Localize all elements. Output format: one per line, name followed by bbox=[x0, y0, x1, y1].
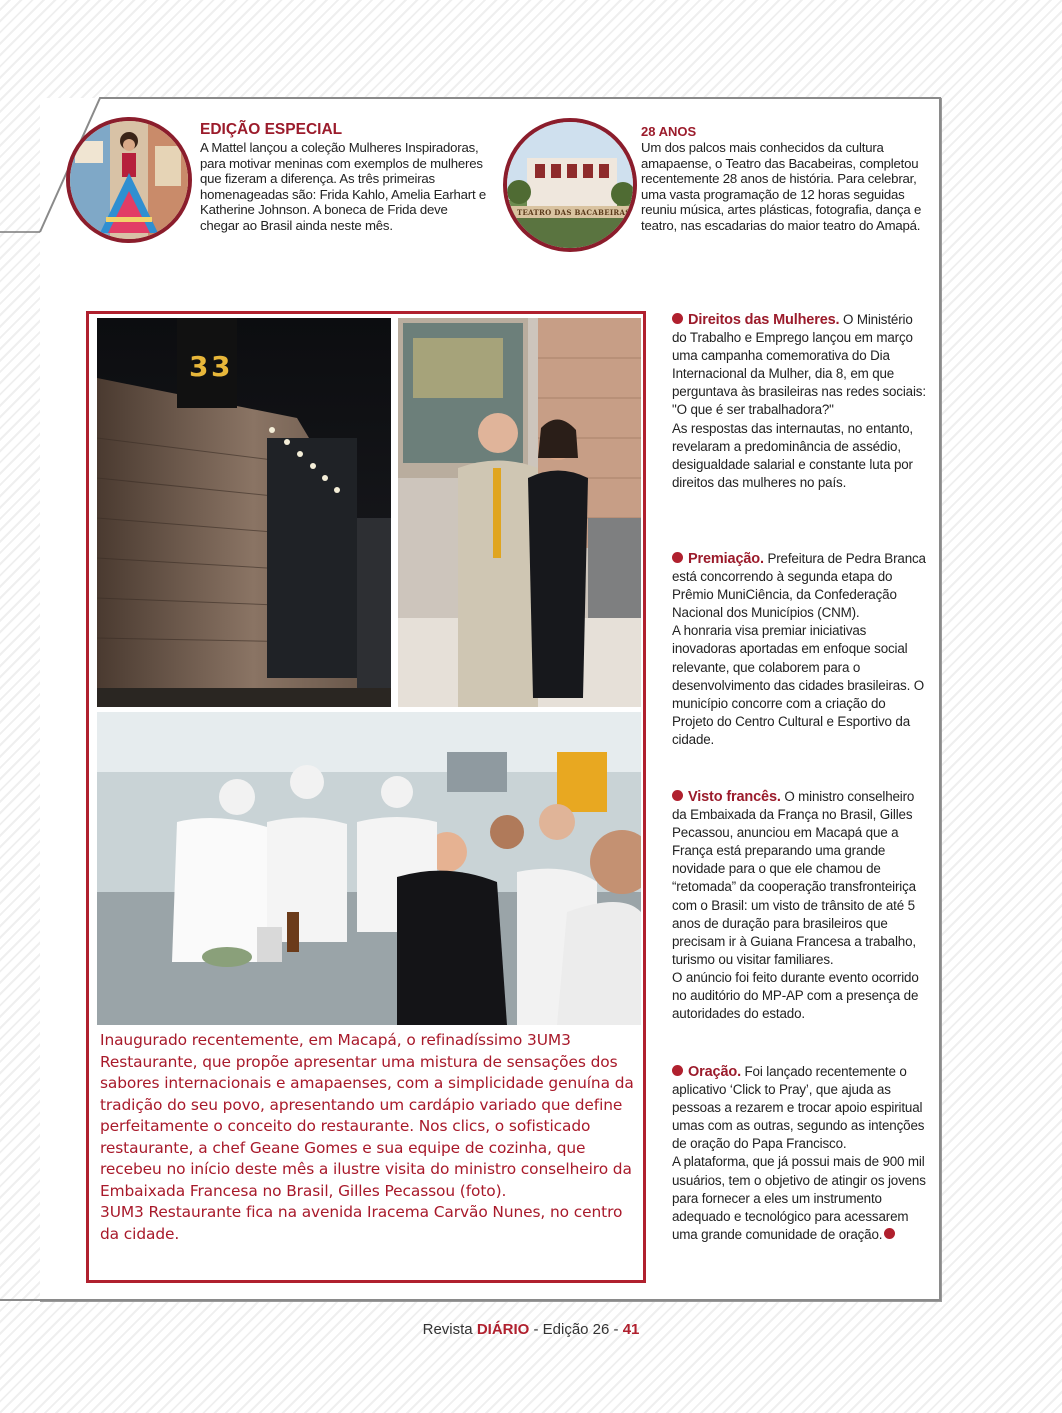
note-visto-frances bbox=[672, 788, 928, 1023]
note-text: O Ministério do Trabalho e Emprego lançou em março uma campanha comemorativa do Dia Internacional da Mulher, dia 8, em que perguntava às brasileiras nas redes sociais: "O que é ser trabalhadora?" bbox=[672, 312, 926, 418]
svg-text:3: 3 bbox=[211, 350, 231, 383]
note-premiacao bbox=[672, 550, 928, 749]
footer-edition: - Edição 26 - bbox=[533, 1321, 619, 1338]
teatro-sign-text: TEATRO DAS BACABEIRAS bbox=[517, 208, 631, 217]
note-text-2: A honraria visa premiar iniciativas inovadoras aportadas em enfoque social relevante, que colaborem para o desenvolvimento das cidades brasileiras. O município concorre com a criação do Projeto do Centro Cultural e Esportivo da cidade. bbox=[672, 623, 924, 747]
note-text-2: O anúncio foi feito durante evento ocorrido no auditório do MP-AP com a presença de autoridades do estado. bbox=[672, 969, 919, 1022]
kitchen-team-photo bbox=[97, 712, 641, 1025]
note-text: Foi lançado recentemente o aplicativo ‘Click to Pray’, que ajuda as pessoas a rezarem e trocar apoio espiritual umas com as outras, segundo as intenções de oração do Papa Francisco. bbox=[672, 1064, 925, 1152]
note-head: Direitos das Mulheres. bbox=[688, 312, 840, 328]
page-footer bbox=[0, 1321, 1062, 1338]
note-head: Visto francês. bbox=[688, 789, 781, 805]
footer-brand: DIÁRIO bbox=[476, 1321, 530, 1338]
footer-prefix: Revista bbox=[422, 1321, 473, 1338]
note-head: Oração. bbox=[688, 1064, 741, 1080]
page-number: 41 bbox=[622, 1321, 640, 1338]
restaurant-caption bbox=[100, 1030, 640, 1245]
note-text: Prefeitura de Pedra Branca está concorrendo à segunda etapa do Prêmio MuniCiência, da Confederação Nacional dos Municípios (CNM). bbox=[672, 551, 926, 621]
minister-and-chef-photo bbox=[398, 318, 641, 707]
bullet-dot-icon bbox=[672, 790, 683, 801]
bullet-dot-icon bbox=[672, 313, 683, 324]
note-text-2: As respostas das internautas, no entanto, revelaram a predominância de assédio, desigualdade salarial e constante luta por direitos das mulheres no país. bbox=[672, 420, 913, 490]
28-anos-text: Um dos palcos mais conhecidos da cultura amapaense, o Teatro das Bacabeiras, completou recentemente 28 anos de história. Para celebrar, uma vasta programação de 12 horas seguidas reuniu música, artes plásticas, fotografia, dança e teatro, nas escadarias do maior teatro do Amapá. bbox=[641, 140, 922, 233]
note-head: Premiação. bbox=[688, 551, 764, 567]
edicao-especial-text: A Mattel lançou a coleção Mulheres Inspiradoras, para motivar meninas com exemplos de mulheres que fizeram a diferença. As três primeiras homenageadas são: Frida Kahlo, Amelia Earhart e Katherine Johnson. A boneca de Frida deve chegar ao Brasil ainda neste mês. bbox=[200, 140, 487, 233]
frida-doll-photo bbox=[66, 117, 192, 243]
note-oracao bbox=[672, 1063, 928, 1244]
bullet-dot-icon bbox=[672, 1065, 683, 1076]
end-dot-icon bbox=[884, 1228, 895, 1239]
note-text-2: A plataforma, que já possui mais de 900 mil usuários, tem o objetivo de atingir os jovens para fornecer a eles um instrumento adequado e tecnológico para acessarem uma grande comunidade de oração. bbox=[672, 1154, 926, 1242]
28-anos-title: 28 ANOS bbox=[641, 124, 697, 139]
note-direitos-mulheres bbox=[672, 311, 928, 492]
restaurant-facade-photo bbox=[97, 318, 391, 707]
teatro-bacabeiras-photo bbox=[503, 118, 637, 252]
restaurant-caption-main: Inaugurado recentemente, em Macapá, o refinadíssimo 3UM3 Restaurante, que propõe apresentar uma mistura de sensações dos sabores internacionais e amapaenses, com a simplicidade genuína da tradição do seu povo, apresentando um cardápio variado que define perfeitamente o conceito do restaurante. Nos clics, o sofisticado restaurante, a chef Geane Gomes e sua equipe de cozinha, que recebeu no início deste mês a ilustre visita do ministro conselheiro da Embaixada Francesa no Brasil, Gilles Pecassou (foto). bbox=[100, 1031, 634, 1200]
edicao-especial-title: EDIÇÃO ESPECIAL bbox=[200, 121, 343, 138]
bullet-dot-icon bbox=[672, 552, 683, 563]
facade-sign: 3 bbox=[189, 350, 209, 383]
restaurant-caption-address: 3UM3 Restaurante fica na avenida Iracema Carvão Nunes, no centro da cidade. bbox=[100, 1203, 623, 1243]
note-text: O ministro conselheiro da Embaixada da França no Brasil, Gilles Pecassou, anunciou em Macapá que a França está preparando uma grande novidade para o que ele chamou de “retomada” da cooperação transfronteiriça com o Brasil: um visto de trânsito de até 5 anos de duração para brasileiros que precisam ir à Guiana Francesa a trabalho, turismo ou visitar familiares. bbox=[672, 789, 916, 967]
